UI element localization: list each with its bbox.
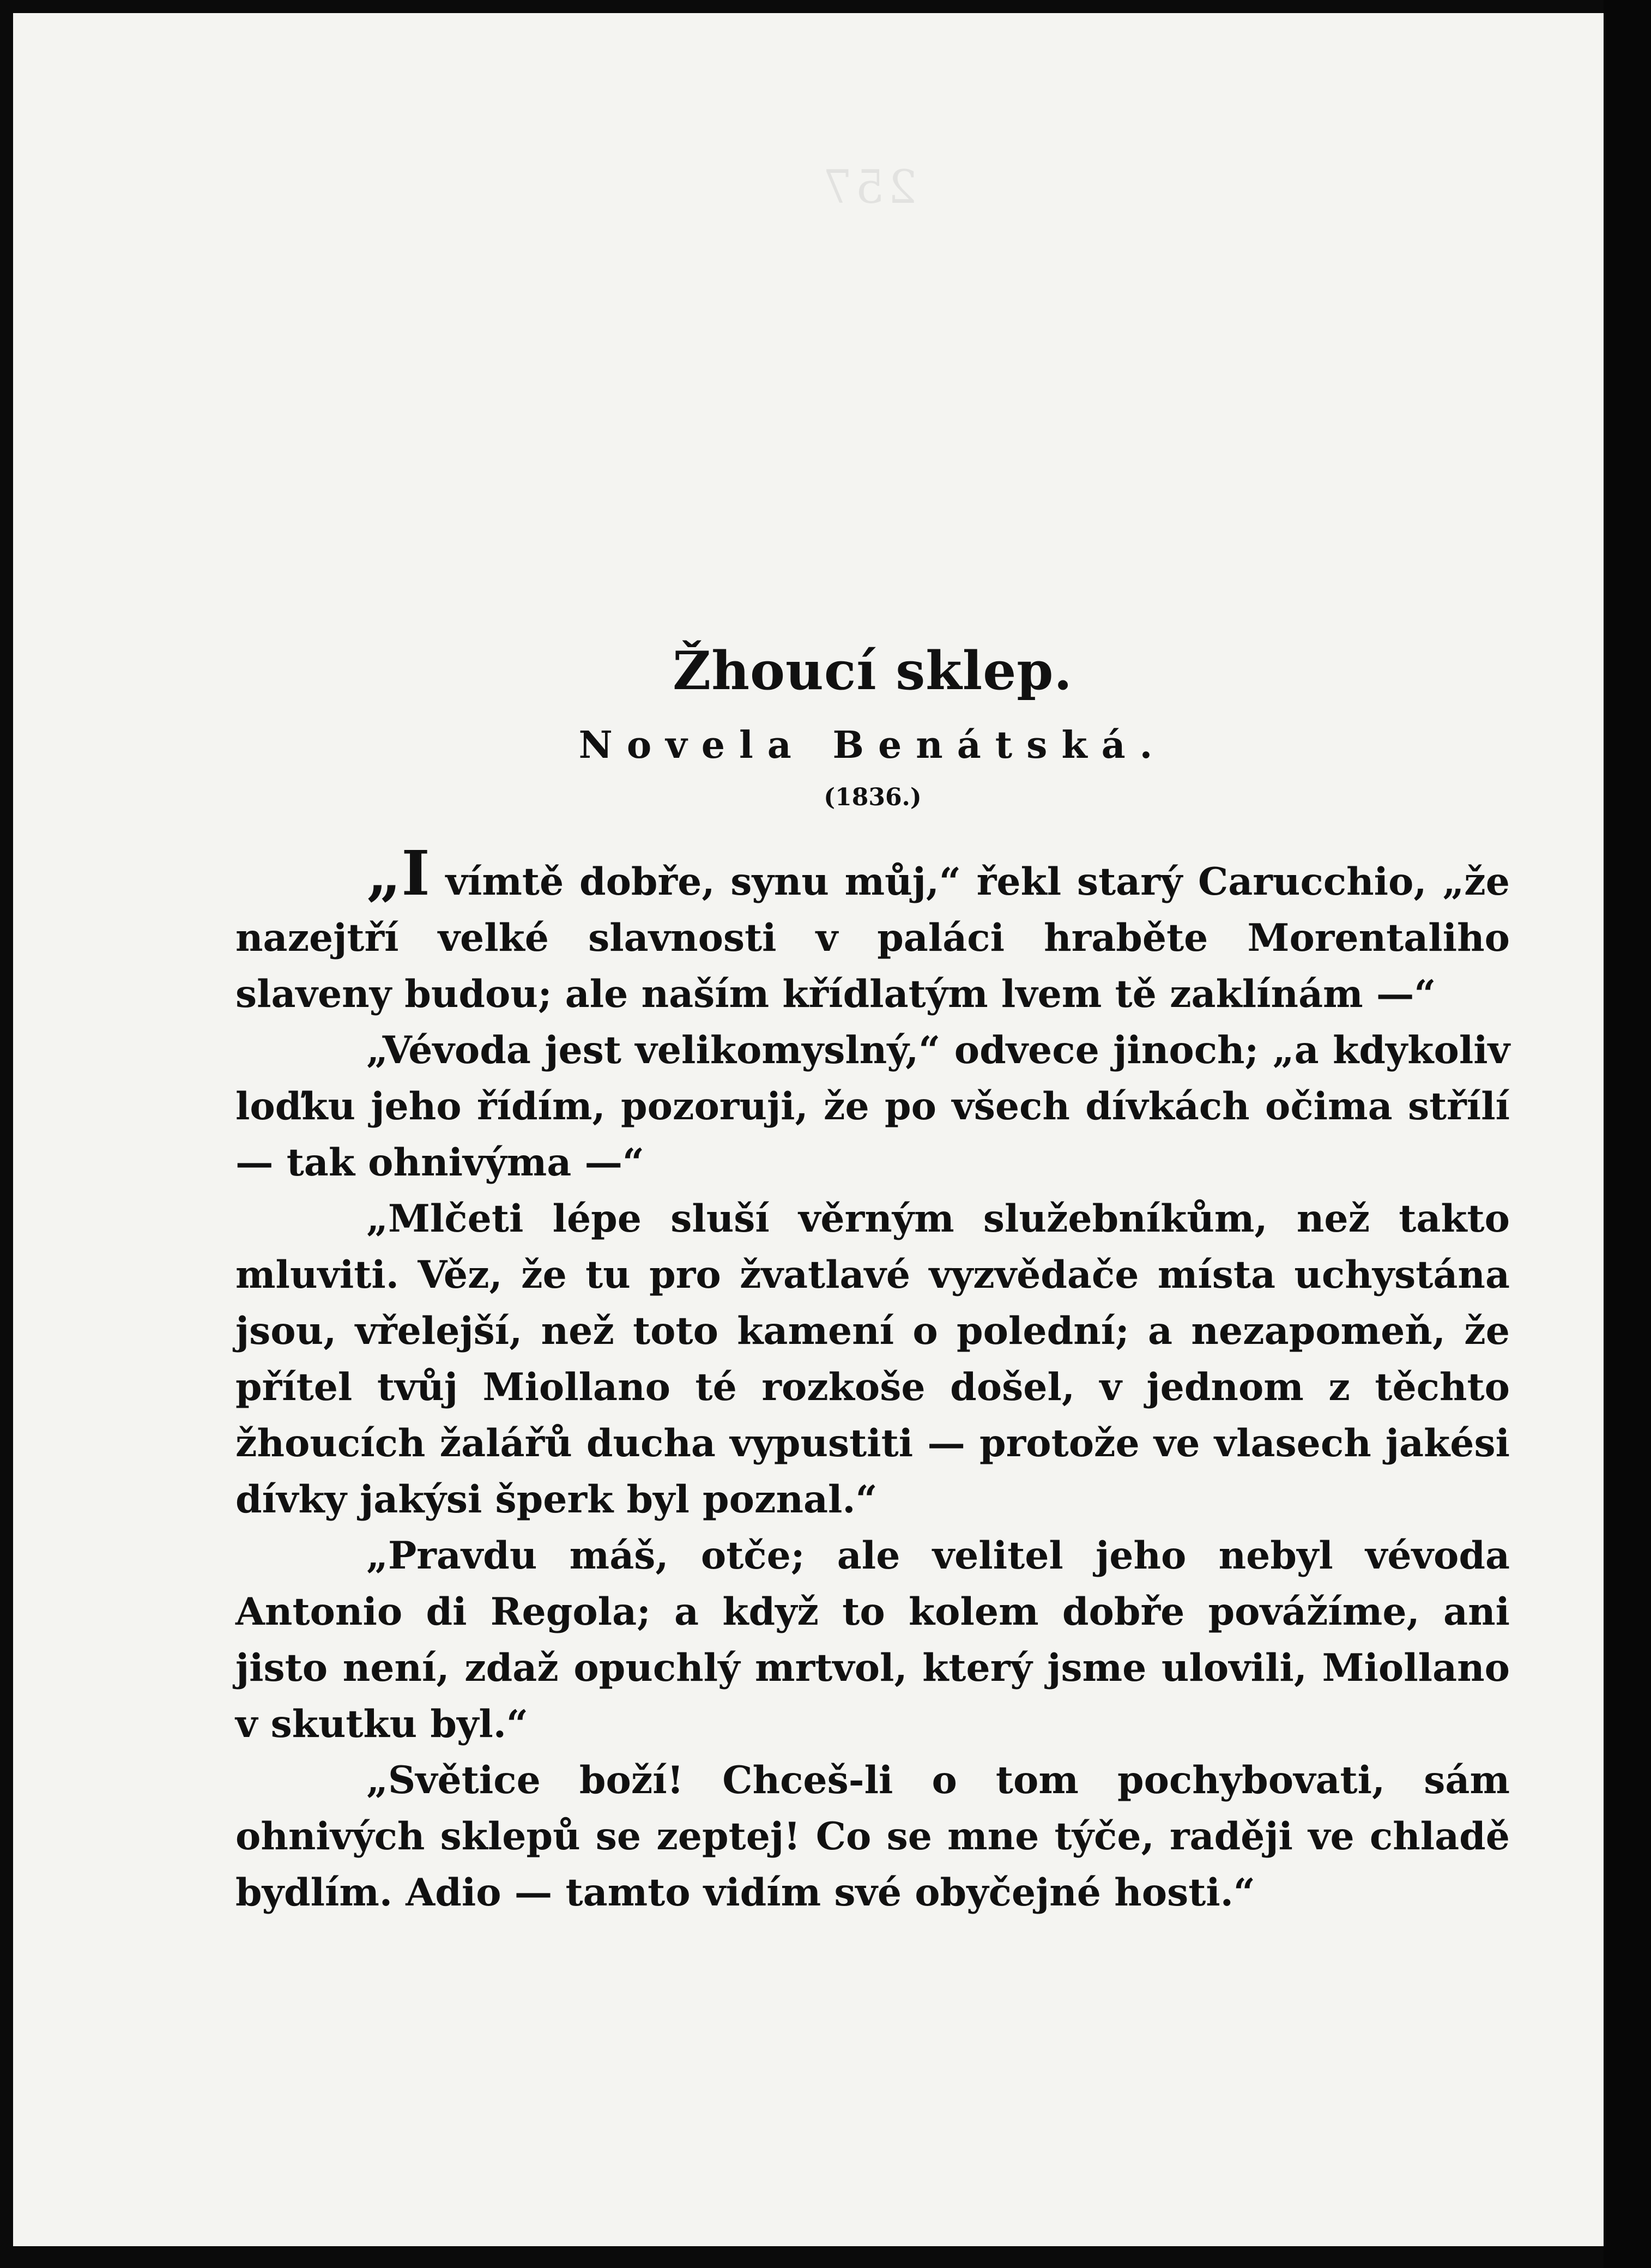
paragraph-text: vímtě dobře, synu můj,“ řekl starý Carucchio, „že nazejtří velké slavnosti v paláci hraběte Morentaliho slaveny budou; ale naším křídlatým lvem tě zaklínám —“	[235, 860, 1510, 1016]
article	[235, 640, 1510, 1921]
paragraph	[235, 838, 1510, 1022]
paragraph: „Světice boží! Chceš-li o tom pochybovati, sám ohnivých sklepů se zeptej! Co se mne týče, raději ve chladě bydlím. Adio — tamto vidím své obyčejné hosti.“	[235, 1758, 1510, 1915]
chapter-title: Žhoucí sklep.	[673, 640, 1073, 702]
page	[13, 13, 1604, 2246]
opening-initial: „I	[366, 838, 430, 909]
paragraph: „Mlčeti lépe sluší věrným služebníkům, než takto mluviti. Věz, že tu pro žvatlavé vyzvědače místa uchystána jsou, vřelejší, než toto kamení o polední; a nezapomeň, že přítel tvůj Miollano té rozkoše došel, v jednom z těchto žhoucích žalářů ducha vypustiti — protože ve vlasech jakési dívky jakýsi šperk byl poznal.“	[235, 1197, 1510, 1522]
scan-edge	[1604, 0, 1651, 2268]
bleed-through-page-number: 257	[820, 160, 917, 214]
chapter-year: (1836.)	[824, 783, 922, 811]
paragraph: „Pravdu máš, otče; ale velitel jeho nebyl vévoda Antonio di Regola; a když to kolem dobře povážíme, ani jisto není, zdaž opuchlý mrtvol, který jsme ulovili, Miollano v skutku byl.“	[235, 1534, 1510, 1746]
paragraph: „Vévoda jest velikomyslný,“ odvece jinoch; „a kdykoliv loďku jeho řídím, pozoruji, že po všech dívkách očima střílí — tak ohnivýma —“	[235, 1028, 1510, 1185]
body-text	[235, 838, 1510, 1921]
chapter-subtitle: Novela Benátská.	[578, 723, 1167, 767]
